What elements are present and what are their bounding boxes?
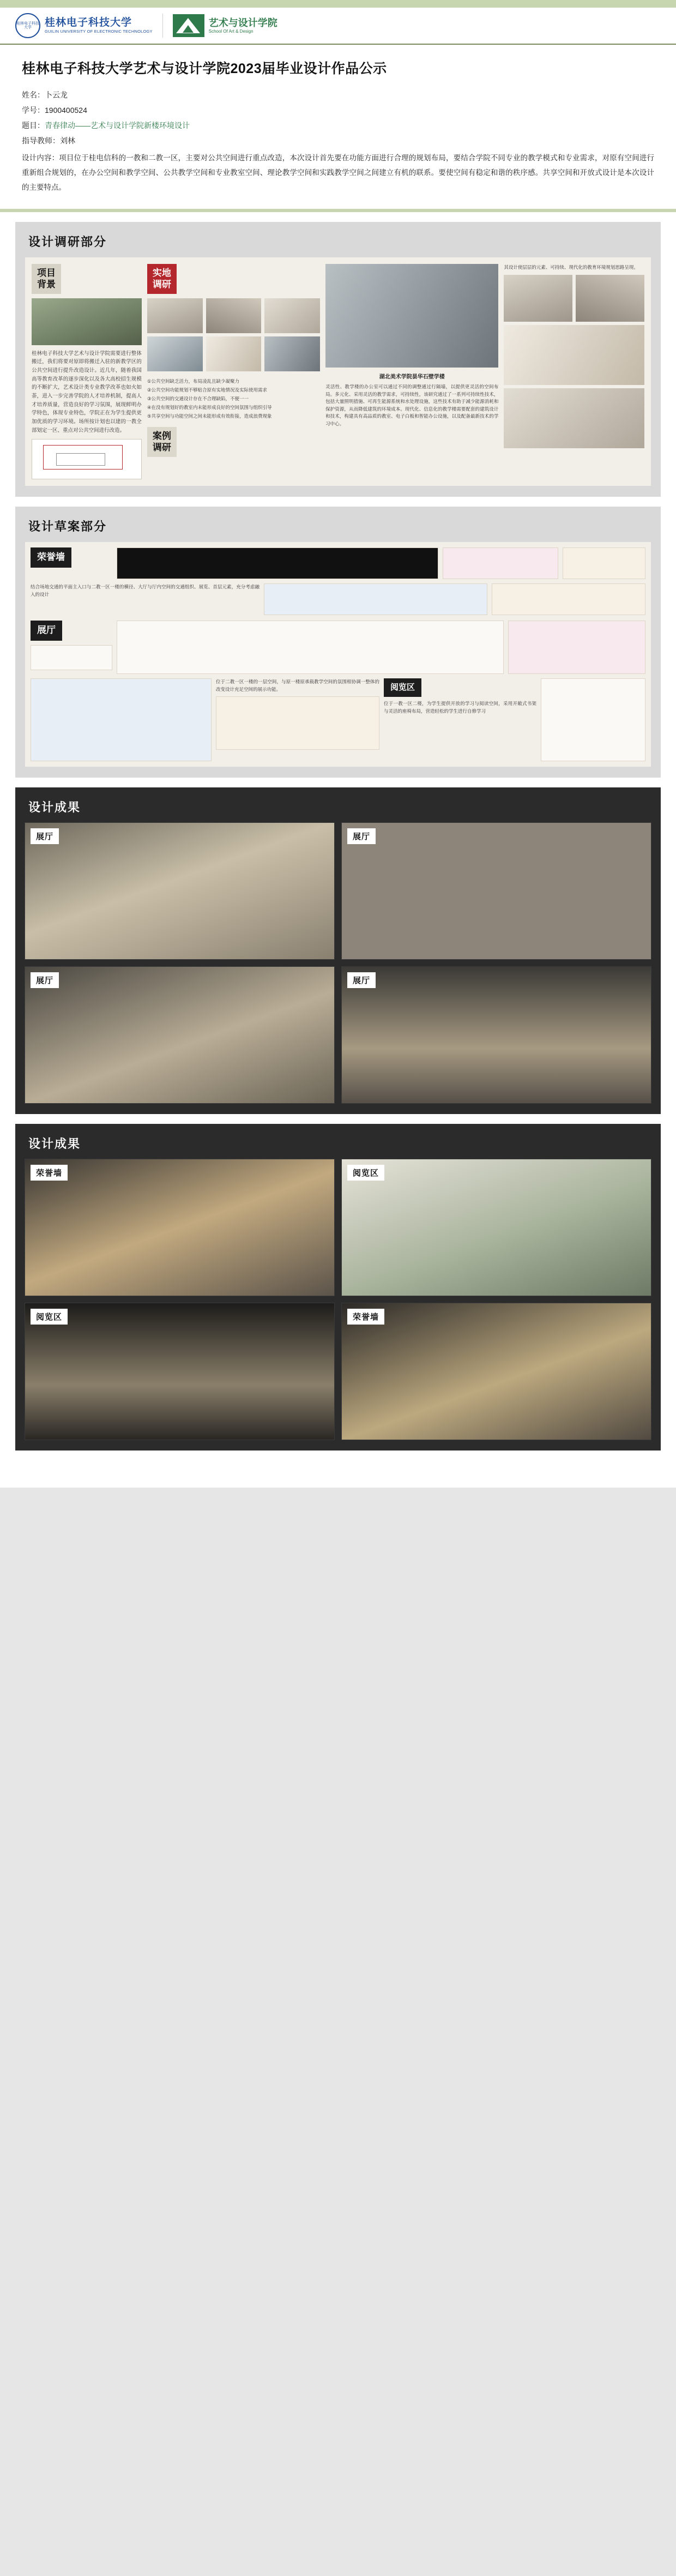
section-research-title: 设计调研部分 xyxy=(28,235,107,249)
case-photo-wide xyxy=(504,325,644,385)
project-background-title-line1: 项目 xyxy=(37,268,56,278)
render-tag: 展厅 xyxy=(31,972,59,988)
topic-label: 题目： xyxy=(22,121,45,130)
section-draft xyxy=(15,507,661,778)
university-logo xyxy=(15,13,153,38)
render-image xyxy=(342,823,651,959)
university-name-cn: 桂林电子科技大学 xyxy=(45,17,132,29)
result-b-gallery xyxy=(25,1159,651,1440)
research-col-gallery xyxy=(504,264,644,479)
meta-advisor-row xyxy=(22,133,654,148)
field-photo xyxy=(206,336,262,371)
research-col-case xyxy=(325,264,498,479)
render-image xyxy=(25,1159,334,1296)
field-photo xyxy=(147,298,203,333)
field-photo-grid-top xyxy=(147,298,320,333)
render-tag: 荣誉墙 xyxy=(347,1309,384,1325)
render-tag: 展厅 xyxy=(347,828,376,844)
field-bullet-item: ④在没有规划好的教室内未能形成良好的空间氛围与组织引导 xyxy=(147,404,272,410)
section-result-b-title: 设计成果 xyxy=(28,1137,81,1151)
university-name-group xyxy=(45,17,153,34)
case-photo xyxy=(504,275,572,322)
case-photo xyxy=(576,275,644,322)
render-tag: 展厅 xyxy=(31,828,59,844)
college-logo xyxy=(173,14,277,37)
research-board xyxy=(25,257,651,486)
case-study-text: 灵活性、教学楼的办公室可以通过不同的调整通过行隔墙，以提供更灵活的空间布局。多元化、采用灵活的教学需求，可持续性，该研究通过了一系列可持续性技术，包括大量照明措施、可再生能源系统和水处理设施，这些技术有助于减少能源消耗和保护资源，从而降低建筑的环境成本。现代化、信息化的教学楼需要配套的建筑设计和技术，构建具有高品质的教室、电子白板和智能办公设施，以及配备最新技术的学习中心。 xyxy=(325,384,499,426)
id-label: 学号： xyxy=(22,106,45,115)
exhibit-icon-strip-sketch xyxy=(117,621,504,674)
honor-wall-text: 结合场地交通的平面主入口与二教一区一楼的横径、大厅与厅内空间的交通组织、展览、首层元素，充分考虑融入的设计 xyxy=(31,584,259,597)
render-image xyxy=(342,1303,651,1440)
exhibit-label: 展厅 xyxy=(31,621,62,640)
result-a-gallery xyxy=(25,823,651,1103)
page-footer-space xyxy=(0,1460,676,1466)
render-image xyxy=(342,1159,651,1296)
page-title: 桂林电子科技大学艺术与设计学院2023届毕业设计作品公示 xyxy=(22,61,387,76)
field-photo-grid-mid xyxy=(147,336,320,371)
research-col-background xyxy=(32,264,142,479)
render-image xyxy=(25,1303,334,1440)
meta-topic-row xyxy=(22,118,654,133)
meta-name-row xyxy=(22,87,654,103)
draft-strip-honor-wall-text xyxy=(31,583,645,615)
field-research-title xyxy=(147,264,177,294)
campus-aerial-photo xyxy=(32,298,142,345)
honor-wall-plan-sketch xyxy=(264,583,487,615)
college-name-cn: 艺术与设计学院 xyxy=(208,17,277,28)
field-photo xyxy=(147,336,203,371)
college-mountain-icon xyxy=(173,14,204,37)
draft-strip-honor-wall xyxy=(31,547,645,579)
render-image xyxy=(25,967,334,1103)
case-reference-photo xyxy=(325,264,498,368)
field-research-bullets xyxy=(147,377,320,421)
honor-wall-concept-sketch xyxy=(443,547,558,579)
advisor-label: 指导教师： xyxy=(22,136,60,145)
draft-strip-bottom xyxy=(31,678,645,761)
college-name-group xyxy=(209,17,277,34)
field-bullet-item: ⑤共享空间与功能空间之间未能形成有效衔接，造成浪费现象 xyxy=(147,413,272,419)
render-tag: 阅览区 xyxy=(347,1165,384,1181)
honor-wall-label: 荣誉墙 xyxy=(31,547,71,567)
case-photo-wide xyxy=(504,388,644,448)
meta-content-row xyxy=(22,151,654,195)
render-image xyxy=(25,823,334,959)
exhibit-color-sketch xyxy=(508,621,645,674)
project-background-title-line2: 背景 xyxy=(37,279,56,290)
render-tag: 荣誉墙 xyxy=(31,1165,68,1181)
honor-wall-material-sketch xyxy=(563,547,645,579)
field-bullet-item: ③公共空间的交通设计存在不合理缺陷，不便一一 xyxy=(147,395,249,401)
project-background-title xyxy=(32,264,61,294)
field-photo xyxy=(264,298,320,333)
section-result-a-title: 设计成果 xyxy=(28,801,81,815)
meta-id-row xyxy=(22,103,654,118)
reading-plan-sketch xyxy=(541,678,645,761)
intro-block xyxy=(0,45,676,212)
top-color-band xyxy=(0,0,676,8)
field-bullet-item: ②公共空间功能规划不够贴合原有实地情况及实际使用需求 xyxy=(147,387,267,393)
site-plan-diagram xyxy=(32,439,142,479)
field-photo xyxy=(264,336,320,371)
header-bar xyxy=(0,8,676,45)
section-result-b xyxy=(15,1124,661,1450)
content-label: 设计内容： xyxy=(22,154,59,162)
name-label: 姓名： xyxy=(22,91,45,99)
section-result-a xyxy=(15,787,661,1114)
university-seal-icon xyxy=(15,13,40,38)
exhibit-thumb-sketch xyxy=(31,645,112,670)
reading-label: 阅览区 xyxy=(384,678,421,697)
university-name-en: GUILIN UNIVERSITY OF ELECTRONIC TECHNOLOGY xyxy=(45,28,153,34)
render-tag: 阅览区 xyxy=(31,1309,68,1325)
gallery-caption: 其设计使层层的元素、可持续、现代化的教育环境规划思路呈现。 xyxy=(504,264,638,270)
gallery-grid-top xyxy=(504,275,644,322)
seal-text: 桂林电子科技大学 xyxy=(16,21,39,29)
case-research-title-line1: 案例 xyxy=(152,431,171,442)
draft-board xyxy=(25,542,651,767)
render-tag: 展厅 xyxy=(347,972,376,988)
exhibit-section-sketch xyxy=(216,696,379,750)
project-background-text: 桂林电子科技大学艺术与设计学院需要进行整体搬迁，我们将要对原即将搬迁入驻的新教学区的公共空间进行提升改造设计。近几年，随着我国高等教育改革的逐步深化以及各大高校招生规模的不断扩大，艺术设计类专业教学改革也如火如荼，进入一步完善学院的人才培养机制，提高人才培养质量，营造良好的学习氛围，展现鲜明办学特色，体现专业特色，学院正在为学生提供更加优质的学习环境。场所按计划也以建的一教全部划定一区、重点对公共空间进行改造。 xyxy=(32,350,142,434)
section-research xyxy=(15,222,661,497)
honor-wall-elevation-sketch xyxy=(117,547,438,579)
field-research-title-line1: 实地 xyxy=(152,268,171,278)
research-col-field xyxy=(147,264,320,479)
reading-text: 位于一教一区二楼，为学生提供开放的学习与阅读空间，采用开敞式书架与灵活的座椅布局，营造轻松的学生进行自修学习 xyxy=(384,701,536,714)
college-name-en: School Of Art & Design xyxy=(208,28,254,34)
topic-value: 青春律动——艺术与设计学院新楼环境设计 xyxy=(45,121,190,130)
case-research-title-line2: 调研 xyxy=(152,442,171,453)
honor-wall-axon-sketch xyxy=(492,583,645,615)
name-value: 卜云龙 xyxy=(45,91,68,99)
logo-divider xyxy=(162,14,163,38)
field-photo xyxy=(206,298,262,333)
case-research-title xyxy=(147,427,177,457)
field-research-title-line2: 调研 xyxy=(152,279,171,290)
draft-strip-exhibition xyxy=(31,621,645,674)
render-image xyxy=(342,967,651,1103)
exhibit-text: 位于二教一区一楼的一层空间，与原一楼原承载教学空间的氛围相协调一整体的改变设计充足空间的展示功能。 xyxy=(216,679,379,692)
id-value: 1900400524 xyxy=(45,106,87,115)
advisor-value: 刘林 xyxy=(60,136,75,145)
case-study-name: 湖北美术学院昙华石壁学楼 xyxy=(379,374,445,380)
exhibit-floor-plan-sketch xyxy=(31,678,212,761)
content-value: 项目位于桂电信科的一教和二教一区，主要对公共空间进行重点改造，本次设计首先要在功能方面进行合理的规划布局，要结合学院不同专业的教学模式和专业需求，对原有空间进行重新组合规划的，在办公空间和教学空间、公共教学空间和专业教室空间、理论教学空间和实践教学空间之间建立有机的联系。要使空间有稳定和谐的秩序感。共享空间和开放式设计是本次设计的主要特点。 xyxy=(22,154,655,191)
section-draft-title: 设计草案部分 xyxy=(28,520,107,534)
field-bullet-item: ①公共空间缺乏活力，布局凌乱且缺少凝聚力 xyxy=(147,378,239,384)
